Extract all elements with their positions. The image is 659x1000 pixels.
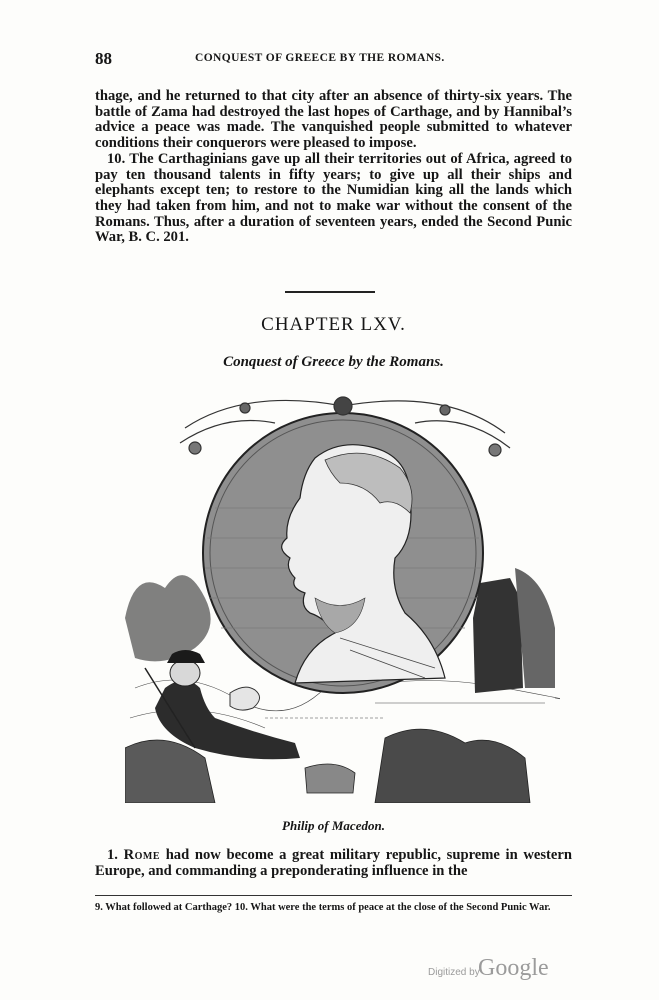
paragraph-1: [95, 848, 572, 879]
footnote-questions: 9. What followed at Carthage? 10. What were the terms of peace at the close of the Second Punic War.: [95, 902, 551, 913]
page-number: 88: [95, 49, 112, 68]
trees-left: [125, 575, 211, 661]
digitized-watermark: [428, 955, 578, 985]
paragraph-1-text: had now become a great military republic, supreme in western Europe, and commanding a preponderating influence in the: [95, 847, 572, 879]
footnote-divider: [95, 895, 572, 896]
lead-word: Rome: [123, 847, 161, 863]
body-text: [95, 89, 572, 246]
running-head: CONQUEST OF GREECE BY THE ROMANS.: [195, 52, 445, 64]
paragraph-number: 1.: [107, 847, 118, 863]
illustration-caption: Philip of Macedon.: [282, 818, 385, 833]
engraving-philip-of-macedon: [125, 388, 560, 803]
page-header: [95, 49, 572, 69]
dog: [230, 687, 260, 710]
google-logo: Google: [478, 955, 549, 981]
chapter-title: CHAPTER LXV.: [261, 314, 406, 335]
paragraph-10: 10. The Carthaginians gave up all their territories out of Africa, agreed to pay ten thousand talents in fifty years; to give up all their ships and elephants except ten; to restore to the Numidian king all the lands which they had taken from him, and not to make war without the consent of the Romans. Thus, after a duration of seventeen years, ended the Second Punic War, B. C. 201.: [95, 150, 572, 246]
ruined-tower: [473, 568, 555, 693]
paragraph-continuation: thage, and he returned to that city after an absence of thirty-six years. The battle of Zama had destroyed the last hopes of Carthage, and by Hannibal’s advice a peace was made. The vanquished people submitted to whatever conditions their conquerors were pleased to impose.: [95, 88, 572, 152]
watermark-prefix: Digitized by: [428, 967, 480, 978]
section-divider: [285, 291, 375, 293]
portrait-medallion: [203, 413, 483, 693]
chapter-subtitle: Conquest of Greece by the Romans.: [223, 354, 444, 370]
